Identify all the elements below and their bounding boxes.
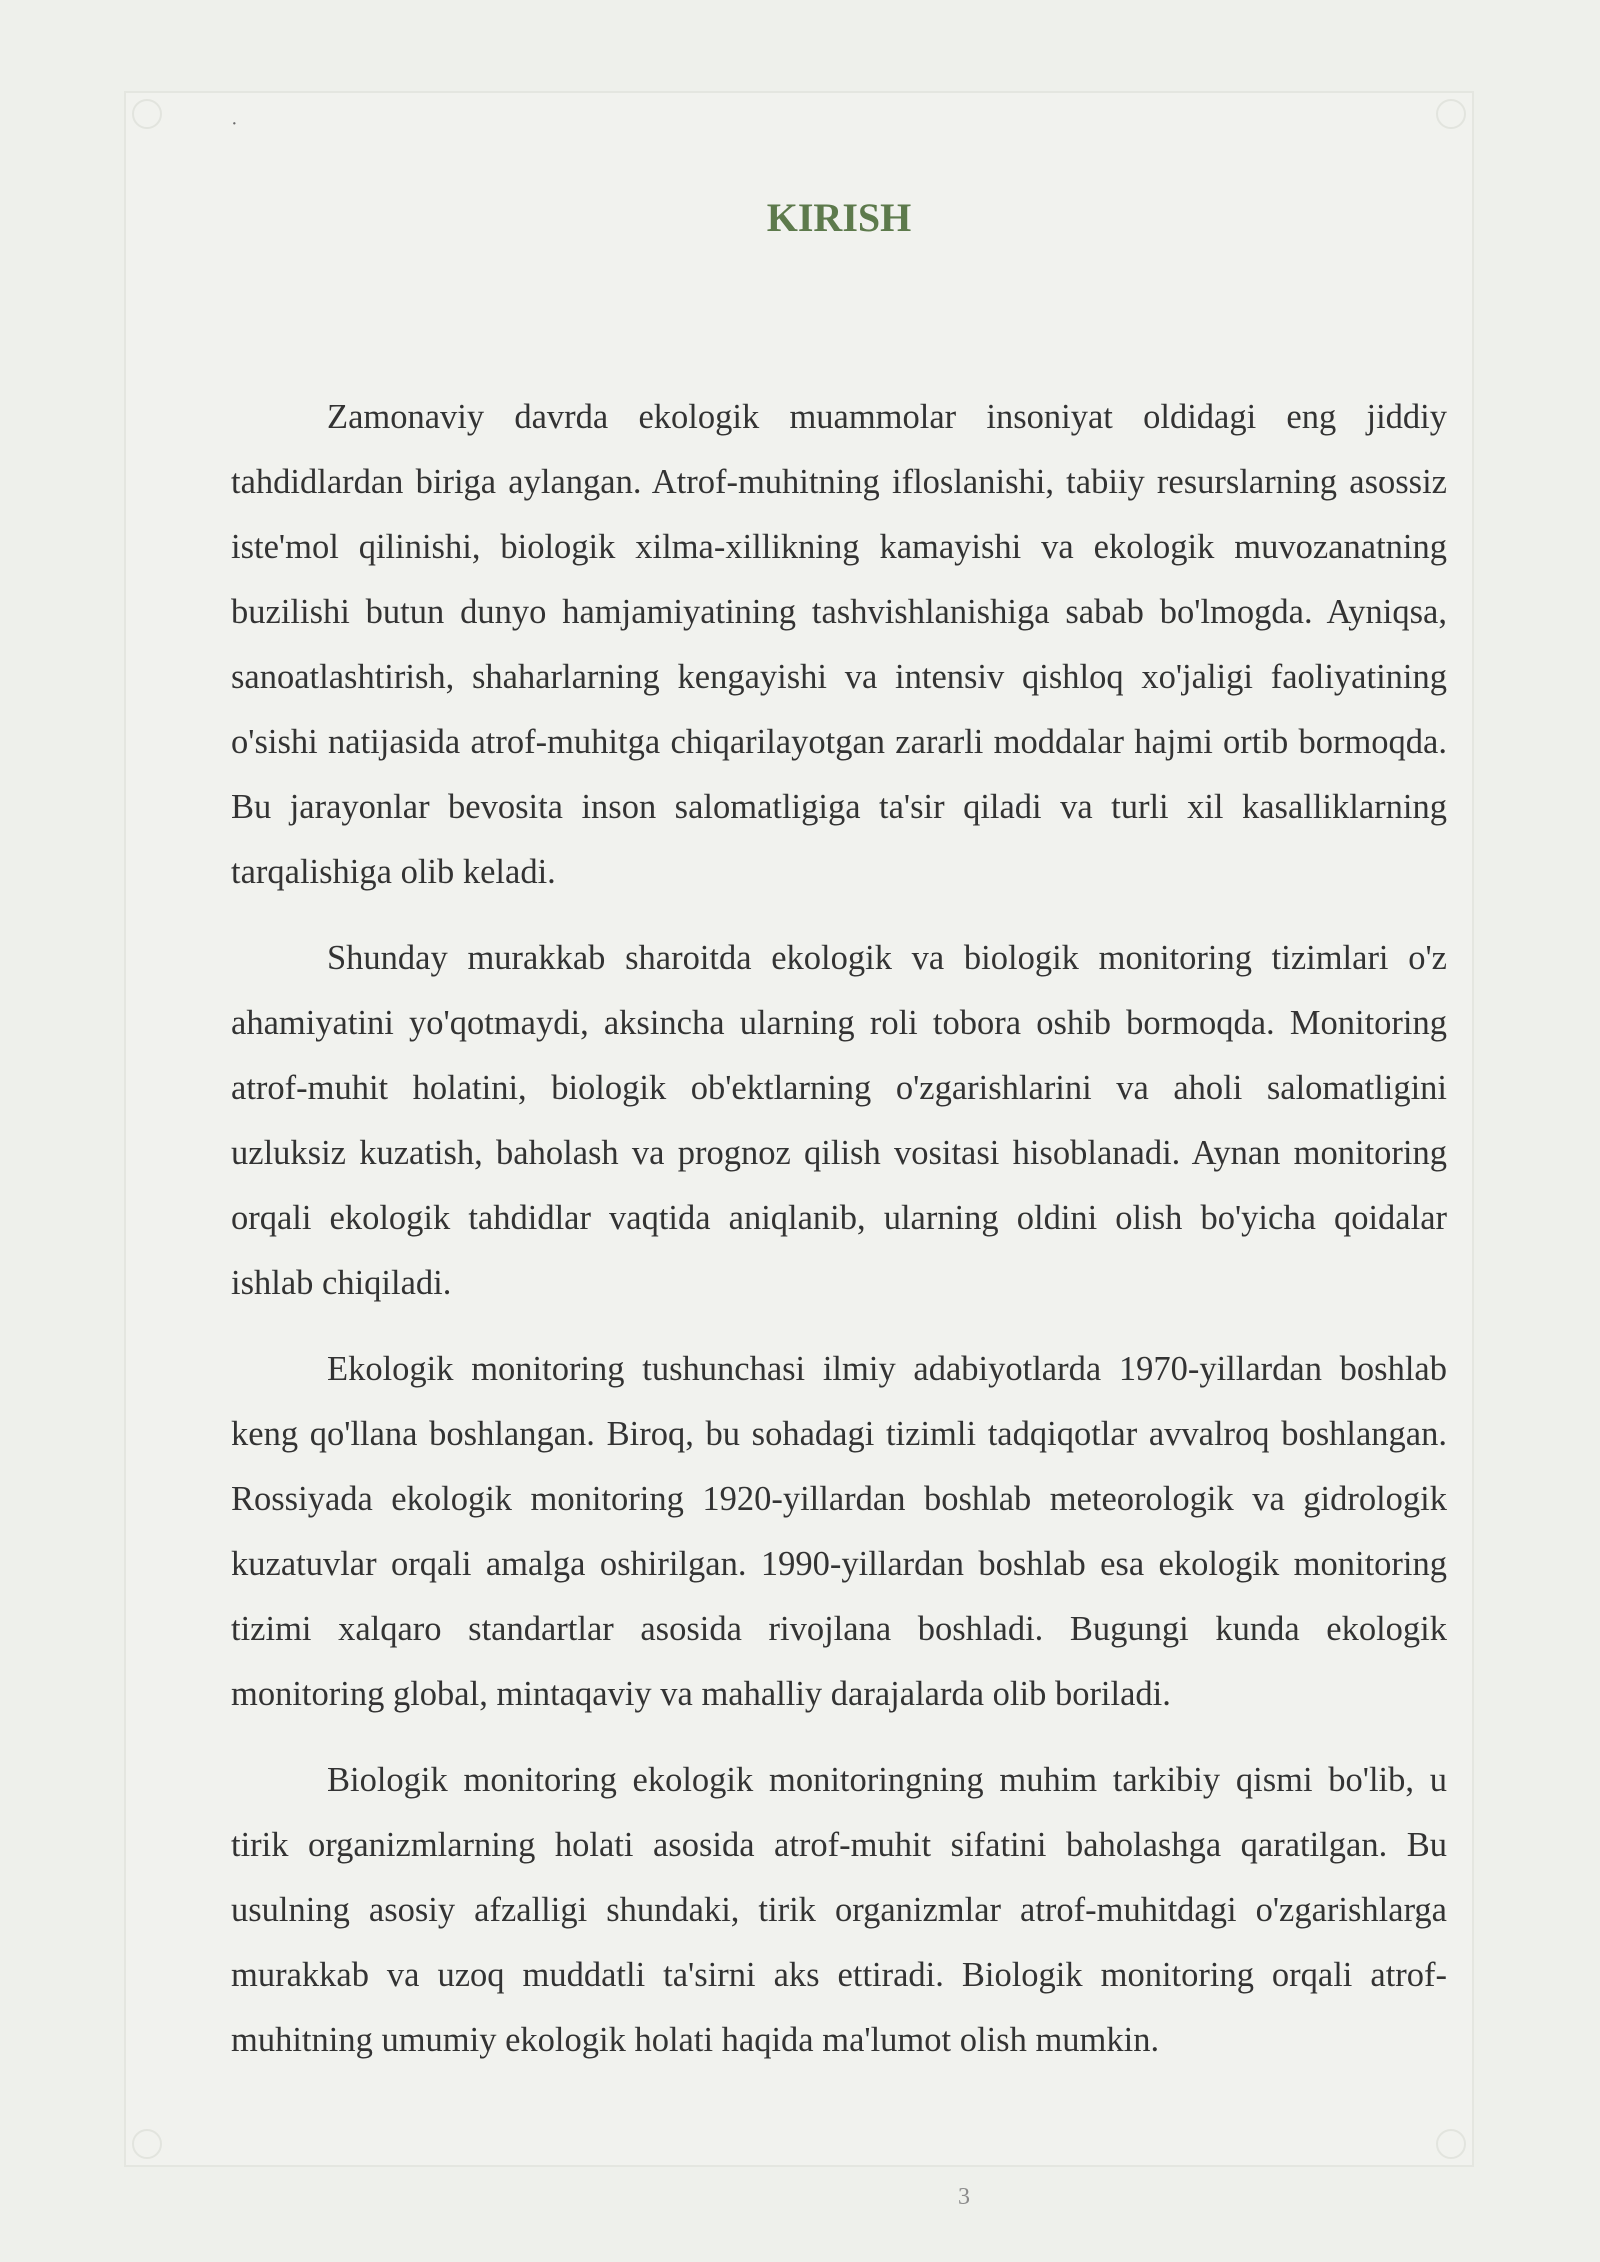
corner-mark-top-right (1436, 99, 1466, 129)
corner-mark-bottom-left (132, 2129, 162, 2159)
document-page (124, 91, 1474, 2210)
page-number: 3 (958, 2184, 970, 2210)
body-text (231, 385, 1447, 2094)
corner-mark-bottom-right (1436, 2129, 1466, 2159)
paragraph-4: Biologik monitoring ekologik monitoringning muhim tarkibiy qismi bo'lib, u tirik organizmlarning holati asosida atrof-muhit sifatini baholashga qaratilgan. Bu usulning asosiy afzalligi shundaki, tirik organizmlar atrof-muhitdagi o'zgarishlarga murakkab va uzoq muddatli ta'sirni aks ettiradi. Biologik monitoring orqali atrof-muhitning umumiy ekologik holati haqida ma'lumot olish mumkin. (231, 1761, 1447, 2059)
paragraph-2: Shunday murakkab sharoitda ekologik va biologik monitoring tizimlari o'z ahamiyatini yo'qotmaydi, aksincha ularning roli tobora oshib bormoqda. Monitoring atrof-muhit holatini, biologik ob'ektlarning o'zgarishlarini va aholi salomatligini uzluksiz kuzatish, baholash va prognoz qilish vositasi hisoblanadi. Aynan monitoring orqali ekologik tahdidlar vaqtida aniqlanib, ularning oldini olish bo'yicha qoidalar ishlab chiqiladi. (231, 939, 1447, 1302)
paragraph-3: Ekologik monitoring tushunchasi ilmiy adabiyotlarda 1970-yillardan boshlab keng qo'llana boshlangan. Biroq, bu sohadagi tizimli tadqiqotlar avvalroq boshlangan. Rossiyada ekologik monitoring 1920-yillardan boshlab meteorologik va gidrologik kuzatuvlar orqali amalga oshirilgan. 1990-yillardan boshlab esa ekologik monitoring tizimi xalqaro standartlar asosida rivojlana boshladi. Bugungi kunda ekologik monitoring global, mintaqaviy va mahalliy darajalarda olib boriladi. (231, 1350, 1447, 1713)
header-marker: · (231, 113, 238, 135)
paragraph-1: Zamonaviy davrda ekologik muammolar insoniyat oldidagi eng jiddiy tahdidlardan biriga aylangan. Atrof-muhitning ifloslanishi, tabiiy resurslarning asossiz iste'mol qilinishi, biologik xilma-xillikning kamayishi va ekologik muvozanatning buzilishi butun dunyo hamjamiyatining tashvishlanishiga sabab bo'lmogda. Ayniqsa, sanoatlashtirish, shaharlarning kengayishi va intensiv qishloq xo'jaligi faoliyatining o'sishi natijasida atrof-muhitga chiqarilayotgan zararli moddalar hajmi ortib bormoqda. Bu jarayonlar bevosita inson salomatligiga ta'sir qiladi va turli xil kasalliklarning tarqalishiga olib keladi. (231, 398, 1447, 891)
page-title: KIRISH (766, 195, 912, 240)
corner-mark-top-left (132, 99, 162, 129)
